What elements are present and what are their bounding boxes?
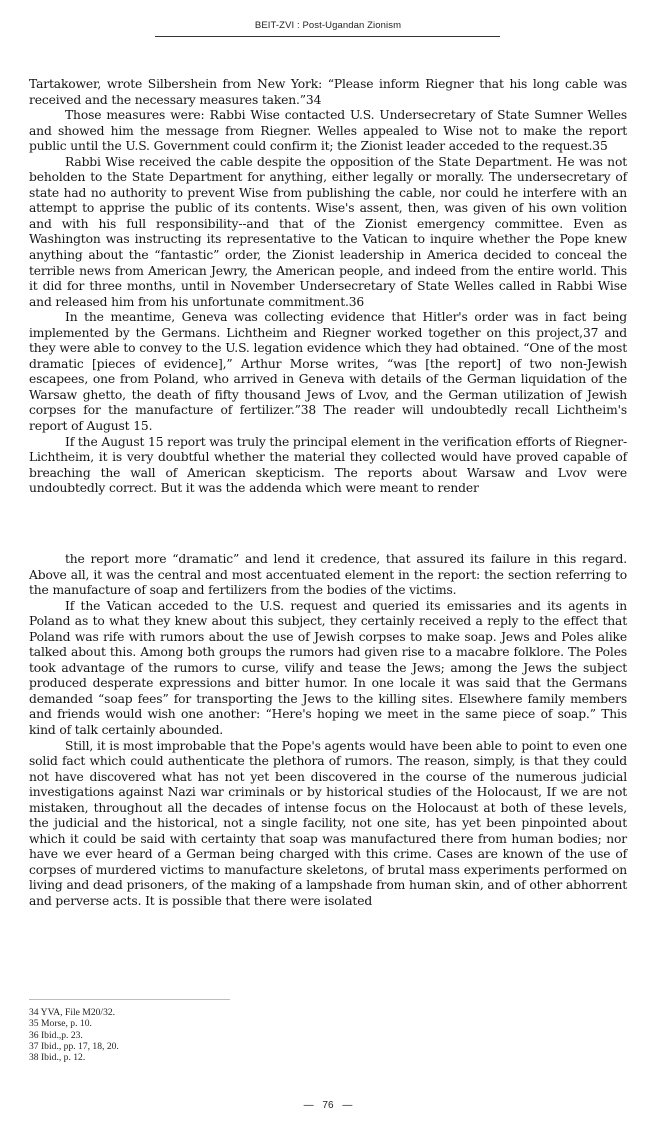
paragraph: If the August 15 report was truly the principal element in the verification efforts of Riegner-Lichtheim, it is very doubtful whether the material they collected would have proved capable of breaching the wall of American skepticism. The reports about Warsaw and Lvov were undoubtedly correct. But it was the addenda which were meant to render bbox=[29, 434, 627, 496]
paragraph: the report more “dramatic” and lend it credence, that assured its failure in this regard. Above all, it was the central and most accentuated element in the report: the section referring to the manufacture of soap and fertilizers from the bodies of the victims. bbox=[29, 552, 627, 598]
footnote-37: 37 Ibid., pp. 17, 18, 20. bbox=[29, 1040, 119, 1052]
paragraph: Rabbi Wise received the cable despite the opposition of the State Department. He was not beholden to the State Department for anything, either legally or morally. The undersecretary of state had no authority to prevent Wise from publishing the cable, nor could he interfere with an attempt to apprise the public of its contents. Wise's assent, then, was given of his own volition and with his full responsibility--and that of the Zionist emergency committee. Even as Washington was instructing its representative to the Vatican to inquire whether the Pope knew anything about the “fantastic” order, the Zionist leadership in America decided to conceal the terrible news from American Jewry, the American people, and indeed from the entire world. This it did for three months, until in November Undersecretary of State Welles called in Rabbi Wise and released him from his unfortunate commitment.36 bbox=[29, 154, 627, 309]
paragraph: Still, it is most improbable that the Pope's agents would have been able to point to even one solid fact which could authenticate the plethora of rumors. The reason, simply, is that they could not have discovered what has not yet been discovered in the course of the numerous judicial investigations against Nazi war criminals or by historical studies of the Holocaust, If we are not mistaken, throughout all the decades of intense focus on the Holocaust at both of these levels, the judicial and the historical, not a single facility, not one site, has yet been pinpointed about which it could be said with certainty that soap was manufactured there from human bodies; nor have we ever heard of a German being charged with this crime. Cases are known of the use of corpses of murdered victims to manufacture skeletons, of brutal mass experiments performed on living and dead prisoners, of the making of a lampshade from human skin, and of other abhorrent and perverse acts. It is possible that there were isolated bbox=[29, 738, 627, 909]
running-header: BEIT-ZVI : Post-Ugandan Zionism bbox=[254, 20, 402, 31]
footnote-separator bbox=[29, 999, 230, 1000]
body-text-block-1 bbox=[29, 77, 627, 497]
footnote-34: 34 YVA, File M20/32. bbox=[29, 1007, 116, 1018]
paragraph: If the Vatican acceded to the U.S. request and queried its emissaries and its agents in Poland as to what they knew about this subject, they certainly received a reply to the effect that Poland was rife with rumors about the use of Jewish corpses to make soap. Jews and Poles alike talked about this. Among both groups the rumors had given rise to a macabre folklore. The Poles took advantage of the rumors to curse, vilify and tease the Jews; among the Jews the subject produced desperate expressions and bitter humor. In one locale it was said that the Germans demanded “soap fees” for transporting the Jews to the killing sites. Elsewhere family members and friends would wish one another: “Here's hoping we meet in the same piece of soap.” This kind of talk certainly abounded. bbox=[29, 598, 627, 738]
page-number: — 76 — bbox=[303, 1100, 353, 1111]
footnotes bbox=[29, 1007, 329, 1063]
footnote-35: 35 Morse, p. 10. bbox=[29, 1018, 92, 1030]
paragraph: In the meantime, Geneva was collecting evidence that Hitler's order was in fact being implemented by the Germans. Lichtheim and Riegner worked together on this project,37 and they were able to convey to the U.S. legation evidence which they had obtained. “One of the most dramatic [pieces of evidence],” Arthur Morse writes, “was [the report] of two non-Jewish escapees, one from Poland, who arrived in Geneva with details of the German liquidation of the Warsaw ghetto, the death of fifty thousand Jews of Lvov, and the German utilization of Jewish corpses for the manufacture of fertilizer.”38 The reader will undoubtedly recall Lichtheim's report of August 15. bbox=[29, 310, 627, 434]
paragraph: Those measures were: Rabbi Wise contacted U.S. Undersecretary of State Sumner Welles and showed him the message from Riegner. Welles appealed to Wise not to make the report public until the U.S. Government could confirm it; the Zionist leader acceded to the request.35 bbox=[29, 108, 627, 154]
footnote-36: 36 Ibid.,p. 23. bbox=[29, 1029, 83, 1041]
body-text-block-2 bbox=[29, 552, 627, 910]
header-rule bbox=[155, 36, 500, 37]
footnote-38: 38 Ibid., p. 12. bbox=[29, 1052, 86, 1064]
paragraph: Tartakower, wrote Silbershein from New York: “Please inform Riegner that his long cable was received and the necessary measures taken.”34 bbox=[29, 77, 627, 107]
